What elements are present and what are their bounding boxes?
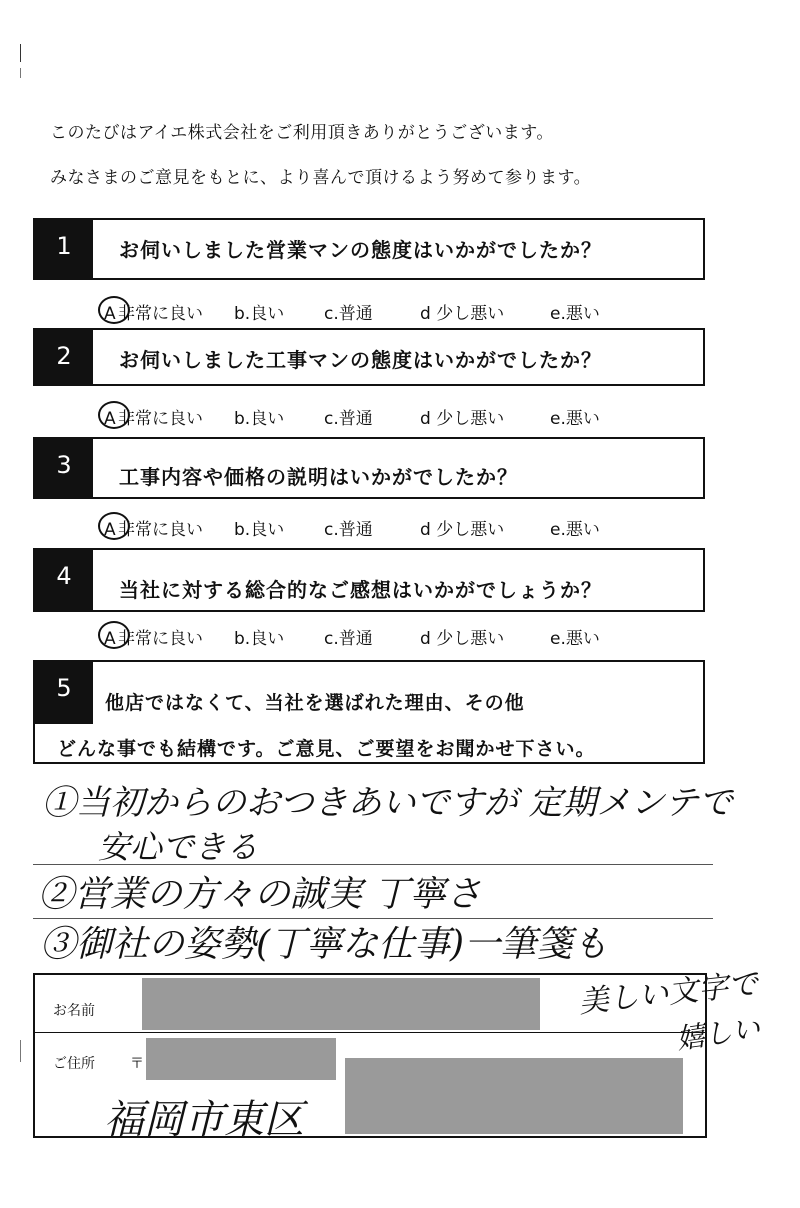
question-4-options	[104, 624, 600, 649]
option-e: e.悪い	[550, 304, 600, 324]
option-c: c.普通	[324, 409, 373, 429]
option-e: e.悪い	[550, 409, 600, 429]
option-b: b.良い	[234, 304, 285, 324]
question-2-options	[104, 404, 600, 429]
option-a: 非常に良い	[118, 304, 203, 324]
handwritten-answer-2: ②営業の方々の誠実 丁寧さ	[38, 874, 482, 915]
selected-circle-mark	[98, 621, 130, 649]
option-c: c.普通	[324, 520, 373, 540]
handwritten-answer-1-cont: 安心できる	[98, 828, 259, 866]
question-3-text: 工事内容や価格の説明はいかがでしたか？	[119, 465, 518, 489]
option-c: c.普通	[324, 304, 373, 324]
question-5-text-2: どんな事でも結構です。ご意見、ご要望をお聞かせ下さい。	[57, 738, 596, 760]
question-4-number: 4	[35, 550, 93, 610]
scan-mark	[20, 1040, 21, 1062]
option-d: d 少し悪い	[420, 409, 505, 429]
address-label: ご住所	[53, 1056, 95, 1072]
handwritten-answer-3: ③御社の姿勢(丁寧な仕事)一筆箋も	[40, 924, 609, 965]
option-a: 非常に良い	[118, 520, 203, 540]
option-a: 非常に良い	[118, 629, 203, 649]
option-a-mark: A	[104, 629, 116, 649]
postal-mark: 〒	[130, 1056, 144, 1072]
redacted-postal-code	[146, 1038, 336, 1080]
question-5-number: 5	[35, 662, 93, 724]
handwritten-answer-1: ①当初からのおつきあいですが 定期メンテで	[42, 783, 733, 823]
question-1-box	[33, 218, 705, 280]
option-c: c.普通	[324, 629, 373, 649]
question-3-number: 3	[35, 439, 93, 497]
form-divider	[35, 1032, 705, 1033]
name-label: お名前	[53, 1003, 95, 1019]
question-3-box	[33, 437, 705, 499]
option-b: b.良い	[234, 409, 285, 429]
redacted-name	[142, 978, 540, 1030]
option-b: b.良い	[234, 629, 285, 649]
question-2-number: 2	[35, 330, 93, 384]
scan-mark	[20, 44, 21, 62]
question-3-options	[104, 515, 600, 540]
option-e: e.悪い	[550, 520, 600, 540]
question-4-text: 当社に対する総合的なご感想はいかがでしょうか？	[119, 578, 602, 602]
question-1-text: お伺いしました営業マンの態度はいかがでしたか？	[119, 238, 602, 262]
handwritten-answer-3-cont: 美しい文字で	[577, 966, 760, 1021]
intro-line-2: みなさまのご意見をもとに、より喜んで頂けるよう努めて参ります。	[50, 168, 592, 188]
intro-line-1: このたびはアイエ株式会社をご利用頂きありがとうございます。	[50, 123, 554, 143]
selected-circle-mark	[98, 401, 130, 429]
handwritten-address: 福岡市東区	[104, 1097, 304, 1143]
question-5-box	[33, 660, 705, 764]
option-a: 非常に良い	[118, 409, 203, 429]
option-a-mark: A	[104, 304, 116, 324]
question-1-number: 1	[35, 220, 93, 278]
selected-circle-mark	[98, 296, 130, 324]
option-d: d 少し悪い	[420, 520, 505, 540]
option-d: d 少し悪い	[420, 304, 505, 324]
question-2-box	[33, 328, 705, 386]
question-5-text: 他店ではなくて、当社を選ばれた理由、その他	[105, 692, 525, 714]
option-d: d 少し悪い	[420, 629, 505, 649]
option-e: e.悪い	[550, 629, 600, 649]
question-2-text: お伺いしました工事マンの態度はいかがでしたか？	[119, 348, 602, 372]
selected-circle-mark	[98, 512, 130, 540]
option-a-mark: A	[104, 520, 116, 540]
option-a-mark: A	[104, 409, 116, 429]
answer-rule	[33, 864, 713, 865]
scan-mark	[20, 68, 21, 78]
redacted-address	[345, 1058, 683, 1134]
handwritten-answer-3-end: 嬉しい	[674, 1011, 763, 1056]
option-b: b.良い	[234, 520, 285, 540]
question-4-box	[33, 548, 705, 612]
question-1-options	[104, 299, 600, 324]
